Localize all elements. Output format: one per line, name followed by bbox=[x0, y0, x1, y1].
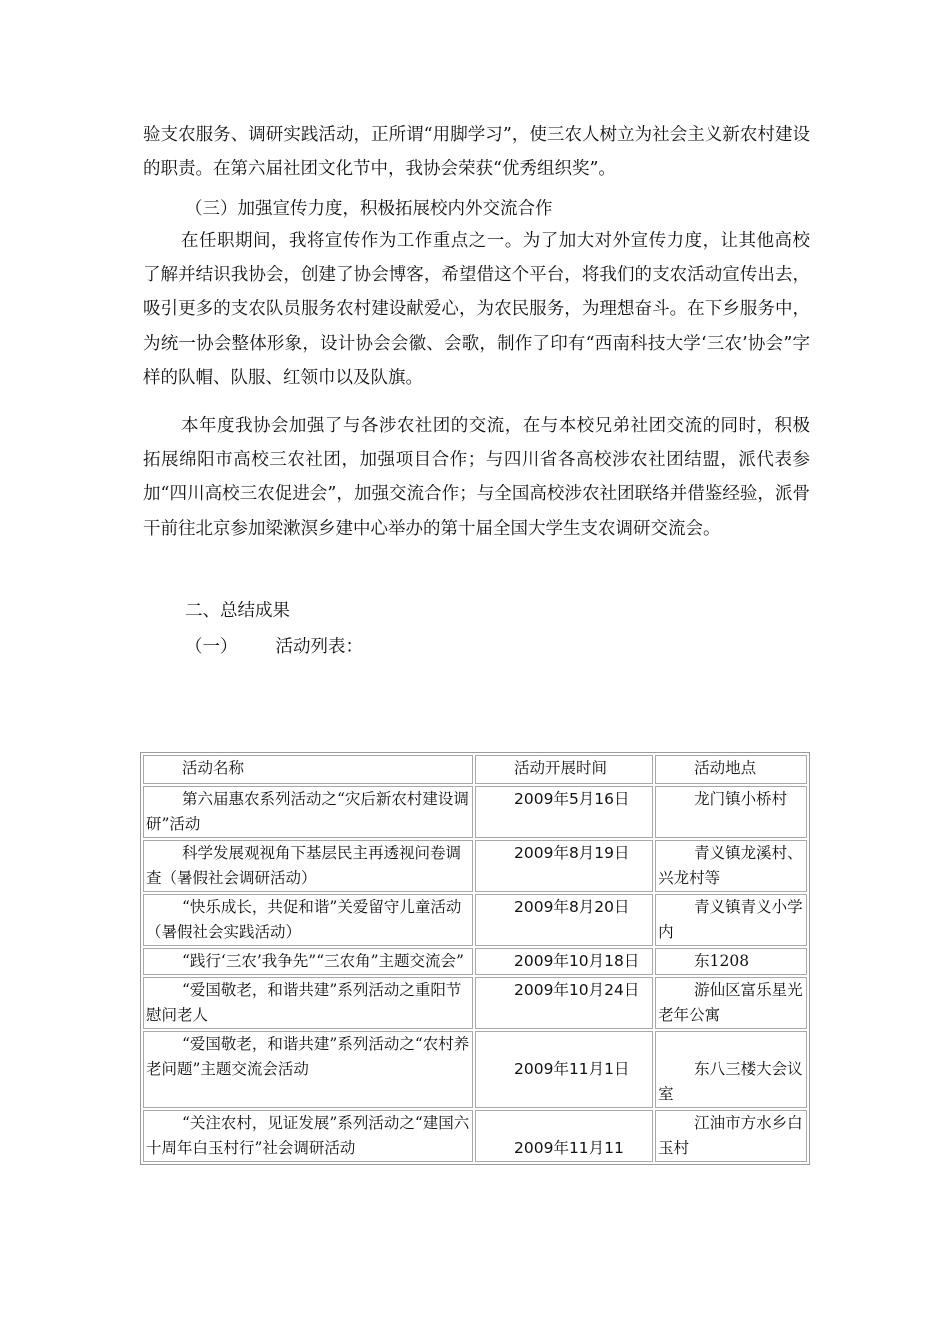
list-number: （一） bbox=[185, 637, 238, 657]
list-title: 活动列表： bbox=[275, 637, 363, 657]
table-row bbox=[143, 977, 807, 1029]
table-row bbox=[143, 786, 807, 838]
cell-activity-date: 2009年11月1日 bbox=[475, 1031, 653, 1108]
cell-activity-date: 2009年11月11 bbox=[475, 1110, 653, 1162]
paragraph-exchange: 本年度我协会加强了与各涉农社团的交流，在与本校兄弟社团交流的同时，积极拓展绵阳市高校三农社团，加强项目合作；与四川省各高校涉农社团结盟，派代表参加“四川高校三农促进会”，加强交流合作；与全国高校涉农社团联络并借鉴经验，派骨干前往北京参加梁漱溟乡建中心举办的第十届全国大学生支农调研交流会。 bbox=[143, 416, 810, 539]
cell-activity-name: “践行‘三农’我争先”“三农角”主题交流会” bbox=[143, 948, 473, 975]
header-activity-date: 活动开展时间 bbox=[475, 755, 653, 784]
paragraph-publicity: 在任职期间，我将宣传作为工作重点之一。为了加大对外宣传力度，让其他高校了解并结识我协会，创建了协会博客，希望借这个平台，将我们的支农活动宣传出去，吸引更多的支农队员服务农村建设献爱心，为农民服务，为理想奋斗。在下乡服务中，为统一协会整体形象，设计协会会徽、会歌，制作了印有“西南科技大学‘三农’协会”字样的队帽、队服、红领巾以及队旗。 bbox=[143, 231, 810, 388]
table-row bbox=[143, 1031, 807, 1108]
cell-activity-name: “爱国敬老，和谐共建”系列活动之重阳节慰问老人 bbox=[143, 977, 473, 1029]
header-activity-name: 活动名称 bbox=[143, 755, 473, 784]
paragraph-continuation: 验支农服务、调研实践活动，正所谓“用脚学习”，使三农人树立为社会主义新农村建设的职责。在第六届社团文化节中，我协会荣获“优秀组织奖”。 bbox=[143, 125, 810, 180]
section-heading-publicity: （三）加强宣传力度，积极拓展校内外交流合作 bbox=[185, 199, 553, 219]
cell-activity-date: 2009年10月24日 bbox=[475, 977, 653, 1029]
cell-activity-place: 东八三楼大会议室 bbox=[655, 1031, 807, 1108]
cell-activity-date: 2009年5月16日 bbox=[475, 786, 653, 838]
table-row bbox=[143, 1110, 807, 1162]
cell-activity-place: 青义镇龙溪村、兴龙村等 bbox=[655, 840, 807, 892]
cell-activity-place: 东1208 bbox=[655, 948, 807, 975]
cell-activity-date: 2009年8月19日 bbox=[475, 840, 653, 892]
cell-activity-name: 第六届惠农系列活动之“灾后新农村建设调研”活动 bbox=[143, 786, 473, 838]
header-activity-place: 活动地点 bbox=[655, 755, 807, 784]
cell-activity-name: “爱国敬老，和谐共建”系列活动之“农村养老问题”主题交流会活动 bbox=[143, 1031, 473, 1108]
table-row bbox=[143, 894, 807, 946]
section-heading-results: 二、总结成果 bbox=[185, 601, 290, 621]
cell-activity-name: 科学发展观视角下基层民主再透视问卷调查（暑假社会调研活动） bbox=[143, 840, 473, 892]
cell-activity-place: 游仙区富乐星光老年公寓 bbox=[655, 977, 807, 1029]
cell-activity-date: 2009年10月18日 bbox=[475, 948, 653, 975]
table-row bbox=[143, 840, 807, 892]
cell-activity-place: 青义镇青义小学内 bbox=[655, 894, 807, 946]
subsection-heading-activity-list bbox=[185, 632, 363, 662]
cell-activity-name: “关注农村，见证发展”系列活动之“建国六十周年白玉村行”社会调研活动 bbox=[143, 1110, 473, 1162]
activity-table bbox=[140, 752, 810, 1165]
cell-activity-date: 2009年8月20日 bbox=[475, 894, 653, 946]
cell-activity-name: “快乐成长，共促和谐”关爱留守儿童活动（暑假社会实践活动） bbox=[143, 894, 473, 946]
table-row bbox=[143, 948, 807, 975]
table-header-row bbox=[143, 755, 807, 784]
cell-activity-place: 龙门镇小桥村 bbox=[655, 786, 807, 838]
cell-activity-place: 江油市方水乡白玉村 bbox=[655, 1110, 807, 1162]
